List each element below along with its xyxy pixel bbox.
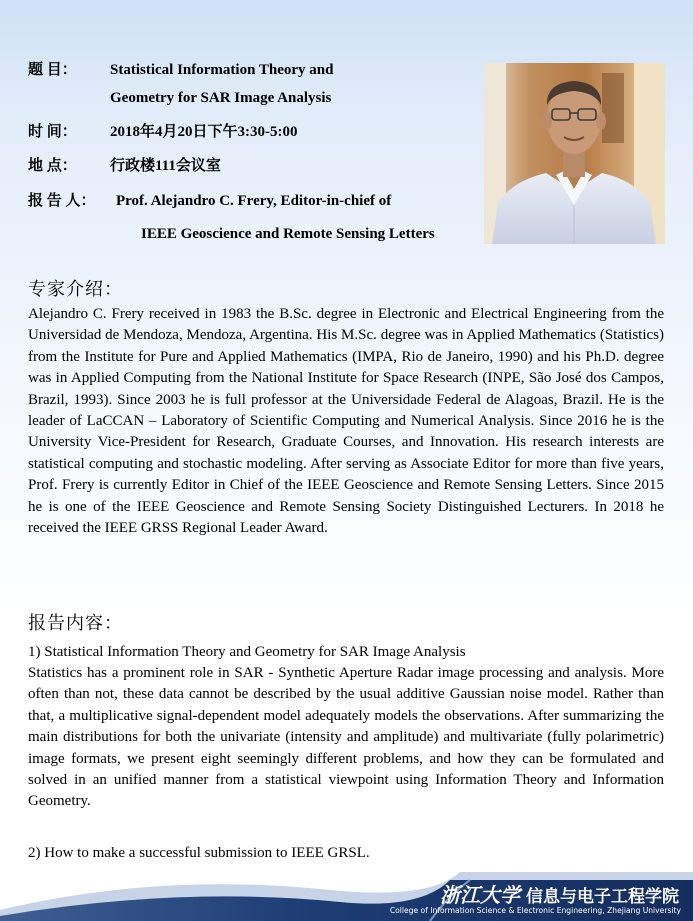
place-row — [28, 156, 221, 176]
bio-text: Alejandro C. Frery received in 1983 the B.Sc. degree in Electronic and Electrical Engineering from the Universidad de Mendoza, Mendoza, Argentina. His M.Sc. degree was in Applied Mathematics (Statistics) from the Institute for Pure and Applied Mathematics (IMPA, Rio de Janeiro, 1990) and his Ph.D. degree was in Applied Computing from the National Institute for Space Research (INPE, São José dos Campos, Brazil, 1993). Since 2003 he is full professor at the Universidade Federal de Alagoas, Brazil. He is the leader of LaCCAN – Laboratory of Scientific Computing and Numerical Analysis. Since 2016 he is the University Vice-President for Research, Graduate Courses, and Innovation. His research interests are statistical computing and stochastic modeling. After serving as Associate Editor for more than five years, Prof. Frery is currently Editor in Chief of the IEEE Geoscience and Remote Sensing Letters. Since 2015 he is one of the IEEE Geoscience and Remote Sensing Society Distinguished Lecturers. In 2018 he received the IEEE GRSS Regional Leader Award. — [28, 306, 664, 537]
college-english-name: College of Information Science & Electronic Engineering, Zhejiang University — [389, 906, 681, 915]
speaker-row — [28, 191, 391, 211]
talk-item-2-title: 2) How to make a successful submission to IEEE GRSL. — [28, 845, 370, 861]
bio-heading: 专家介绍： — [28, 279, 123, 299]
topic-line-1: Statistical Information Theory and — [110, 62, 334, 78]
talk-item-1-title: 1) Statistical Information Theory and Geometry for SAR Image Analysis — [28, 644, 466, 660]
college-name: 信息与电子工程学院 — [526, 887, 679, 907]
speaker-line-2: IEEE Geoscience and Remote Sensing Letters — [141, 226, 435, 242]
speaker-line-1: Prof. Alejandro C. Frery, Editor-in-chief of — [116, 193, 392, 209]
time-value: 2018年4月20日下午3:30-5:00 — [110, 124, 298, 140]
topic-line-2: Geometry for SAR Image Analysis — [110, 90, 332, 106]
content-heading: 报告内容： — [28, 613, 123, 633]
place-value: 行政楼111会议室 — [110, 158, 221, 174]
topic-label: 题 目： — [28, 62, 77, 78]
topic-row — [28, 60, 333, 80]
university-name: 浙江大学 — [440, 883, 520, 907]
speaker-label: 报 告 人： — [28, 193, 96, 209]
time-label: 时 间： — [28, 124, 77, 140]
college-logo — [440, 879, 679, 908]
speaker-photo — [484, 63, 665, 244]
time-row — [28, 122, 298, 142]
footer-banner — [0, 866, 693, 921]
talk-item-1-abstract: Statistics has a prominent role in SAR - Synthetic Aperture Radar image processing and analysis. More often than not, these data cannot be described by the usual additive Gaussian noise model. Rather than that, a multiplicative signal-dependent model adequately models the observations. After summarizing the main distributions for both the univariate (intensity and amplitude) and multivariate (fully polarimetric) image formats, we present eight seemingly different problems, and how they can be formulated and solved in an unified manner from a statistical viewpoint using Information Theory and Information Geometry. — [28, 665, 664, 810]
place-label: 地 点： — [28, 158, 77, 174]
